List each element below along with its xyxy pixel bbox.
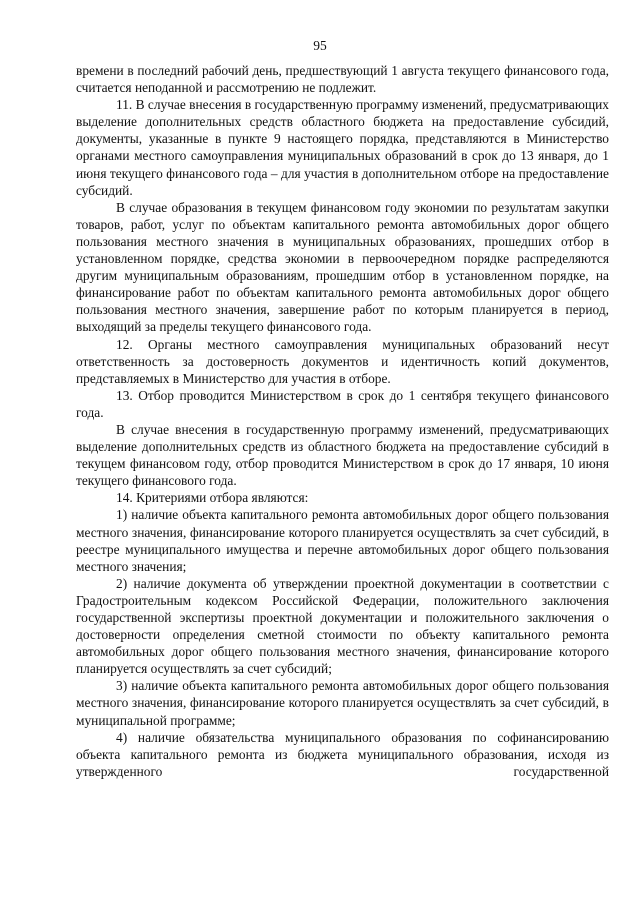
paragraph-item-12: 12. Органы местного самоуправления муниципальных образований несут ответственность за достоверность документов и идентичность копий документов, представляемых в Министерство для участия в отборе. xyxy=(76,336,609,386)
document-body xyxy=(76,62,609,780)
criterion-4: 4) наличие обязательства муниципального образования по софинансированию объекта капитального ремонта из бюджета муниципального образования, исходя из утвержденного государственной xyxy=(76,729,609,779)
criterion-2: 2) наличие документа об утверждении проектной документации в соответствии с Градостроительным кодексом Российской Федерации, положительного заключения государственной экспертизы проектной документации и положительного заключения о достоверности определения сметной стоимости по объекту капитального ремонта автомобильных дорог общего пользования местного значения, финансирование которого планируется осуществлять за счет субсидий; xyxy=(76,575,609,677)
page-number: 95 xyxy=(313,38,327,53)
criterion-1: 1) наличие объекта капитального ремонта автомобильных дорог общего пользования местного значения, финансирование которого планируется осуществлять за счет субсидий, в реестре муниципального имущества и перечне автомобильных дорог общего пользования местного значения; xyxy=(76,507,609,574)
paragraph-item-11: 11. В случае внесения в государственную программу изменений, предусматривающих выделение дополнительных средств областного бюджета на предоставление субсидий, документы, указанные в пункте 9 настоящего порядка, представляются в Министерство органами местного самоуправления муниципальных образований в срок до 13 января, до 1 июня текущего финансового года – для участия в дополнительном отборе на предоставление субсидий. xyxy=(76,97,609,198)
paragraph-continuation: времени в последний рабочий день, предшествующий 1 августа текущего финансового года, считается неподанной и рассмотрению не подлежит. xyxy=(76,63,609,96)
paragraph-item-13: 13. Отбор проводится Министерством в срок до 1 сентября текущего финансового года. xyxy=(76,387,609,420)
paragraph-economy-distribution: В случае образования в текущем финансовом году экономии по результатам закупки товаров, работ, услуг по объектам капитального ремонта автомобильных дорог общего пользования местного значения в муниципальных образованиях, прошедших отбор в установленном порядке, средства экономии в первоочередном порядке распределяются другим муниципальным образованиям, прошедшим отбор в установленном порядке, на финансирование работ по объектам капитального ремонта автомобильных дорог общего пользования местного значения, завершение работ по которым планируется в период, выходящий за пределы текущего финансового года. xyxy=(76,199,609,335)
paragraph-item-14: 14. Критериями отбора являются: xyxy=(116,490,309,506)
criterion-3: 3) наличие объекта капитального ремонта автомобильных дорог общего пользования местного значения, финансирование которого планируется осуществлять за счет субсидий, в муниципальной программе; xyxy=(76,678,609,728)
paragraph-program-changes: В случае внесения в государственную программу изменений, предусматривающих выделение дополнительных средств из областного бюджета на предоставление субсидий в текущем финансовом году, отбор проводится Министерством в срок до 17 января, 10 июня текущего финансового года. xyxy=(76,421,609,489)
